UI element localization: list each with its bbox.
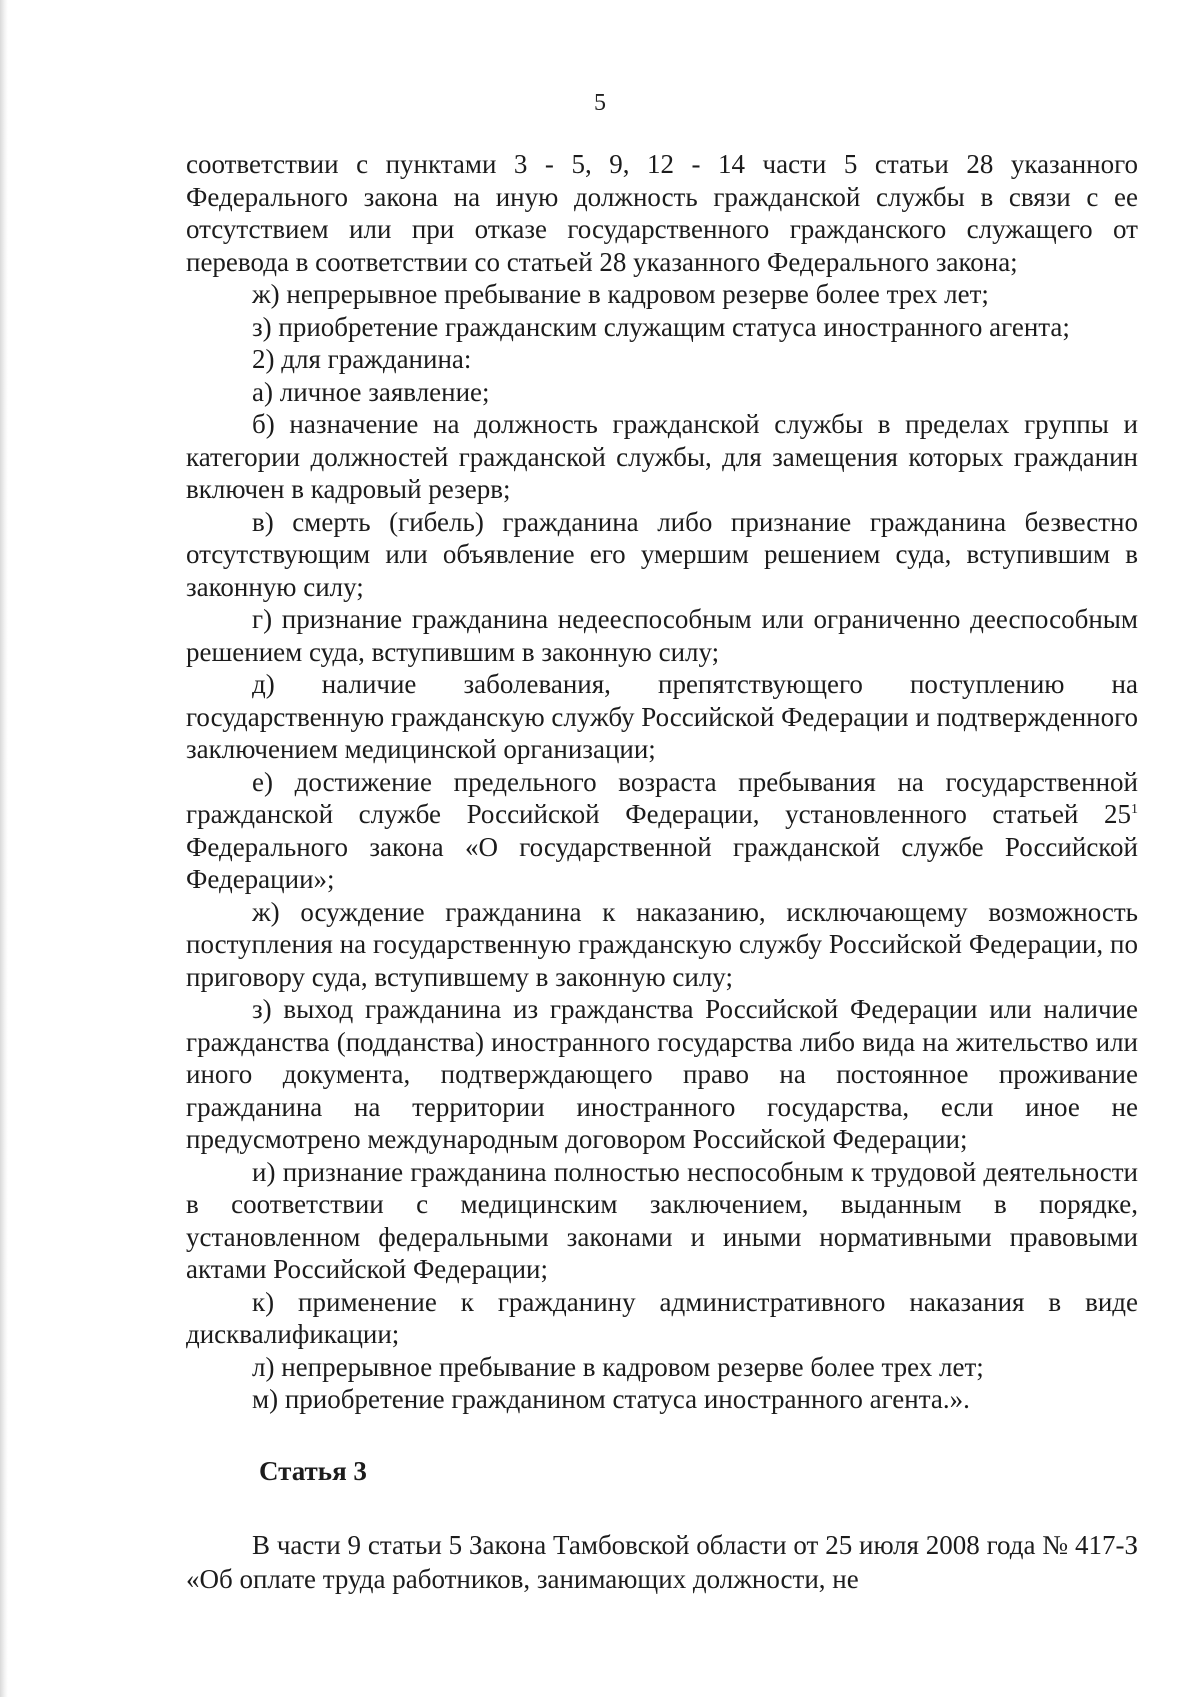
- document-body: [186, 148, 1138, 1416]
- list-item-zh: ж) осуждение гражданина к наказанию, исключающему возможность поступления на государственную гражданскую службу Российской Федерации, по приговору суда, вступившему в законную силу;: [186, 896, 1138, 992]
- subsection-2-heading: 2) для гражданина:: [252, 344, 472, 374]
- superscript-marker: 1: [1131, 802, 1138, 817]
- list-item-z: з) выход гражданина из гражданства Российской Федерации или наличие гражданства (подданства) иностранного государства либо вида на жительство или иного документа, подтверждающего право на постоянное проживание гражданина на территории иностранного государства, если иное не предусмотрено международным договором Российской Федерации;: [186, 994, 1138, 1154]
- list-item-e-text-start: е) достижение предельного возраста пребывания на государственной гражданской службе Российской Федерации, установленного статьей 25: [186, 766, 1138, 829]
- list-item-e: [186, 766, 1138, 896]
- list-item-a: а) личное заявление;: [252, 376, 490, 407]
- page-number: 5: [594, 90, 606, 116]
- scan-edge-shadow: [0, 0, 8, 1697]
- article-3-heading: Статья 3: [259, 1456, 367, 1486]
- article-3-paragraph: В части 9 статьи 5 Закона Тамбовской области от 25 июля 2008 года № 417-З «Об оплате труда работников, занимающих должности, не: [186, 1530, 1138, 1594]
- list-item-l: л) непрерывное пребывание в кадровом резерве более трех лет;: [252, 1351, 984, 1382]
- list-item-m: м) приобретение гражданином статуса иностранного агента.».: [252, 1384, 970, 1414]
- list-item-d: д) наличие заболевания, препятствующего поступлению на государственную гражданскую службу Российской Федерации и подтвержденного заключением медицинской организации;: [186, 669, 1139, 764]
- list-item-z-civil-servant: з) приобретение гражданским служащим статуса иностранного агента;: [252, 311, 1070, 342]
- list-item-g: г) признание гражданина недееспособным или ограниченно дееспособным решением суда, вступившим в законную силу;: [186, 604, 1138, 667]
- list-item-i: и) признание гражданина полностью неспособным к трудовой деятельности в соответствии с медицинским заключением, выданным в порядке, установленном федеральными законами и иными нормативными правовыми актами Российской Федерации;: [186, 1156, 1138, 1284]
- list-item-e-text-end: Федерального закона «О государственной гражданской службе Российской Федерации»;: [186, 831, 1138, 894]
- list-item-v: в) смерть (гибель) гражданина либо признание гражданина безвестно отсутствующим или объявление его умершим решением суда, вступившим в законную силу;: [186, 506, 1138, 602]
- list-item-k: к) применение к гражданину административного наказания в виде дисквалификации;: [186, 1286, 1138, 1349]
- list-item-b: б) назначение на должность гражданской службы в пределах группы и категории должностей гражданской службы, для замещения которых гражданин включен в кадровый резерв;: [186, 409, 1138, 504]
- paragraph-continuation: соответствии с пунктами 3 - 5, 9, 12 - 14 части 5 статьи 28 указанного Федерального закона на иную должность гражданской службы в связи с ее отсутствием или при отказе государственного гражданского служащего от перевода в соответствии со статьей 28 указанного Федерального закона;: [186, 149, 1138, 277]
- article-3-body: [186, 1528, 1138, 1596]
- list-item-zh-civil-servant: ж) непрерывное пребывание в кадровом резерве более трех лет;: [252, 279, 989, 309]
